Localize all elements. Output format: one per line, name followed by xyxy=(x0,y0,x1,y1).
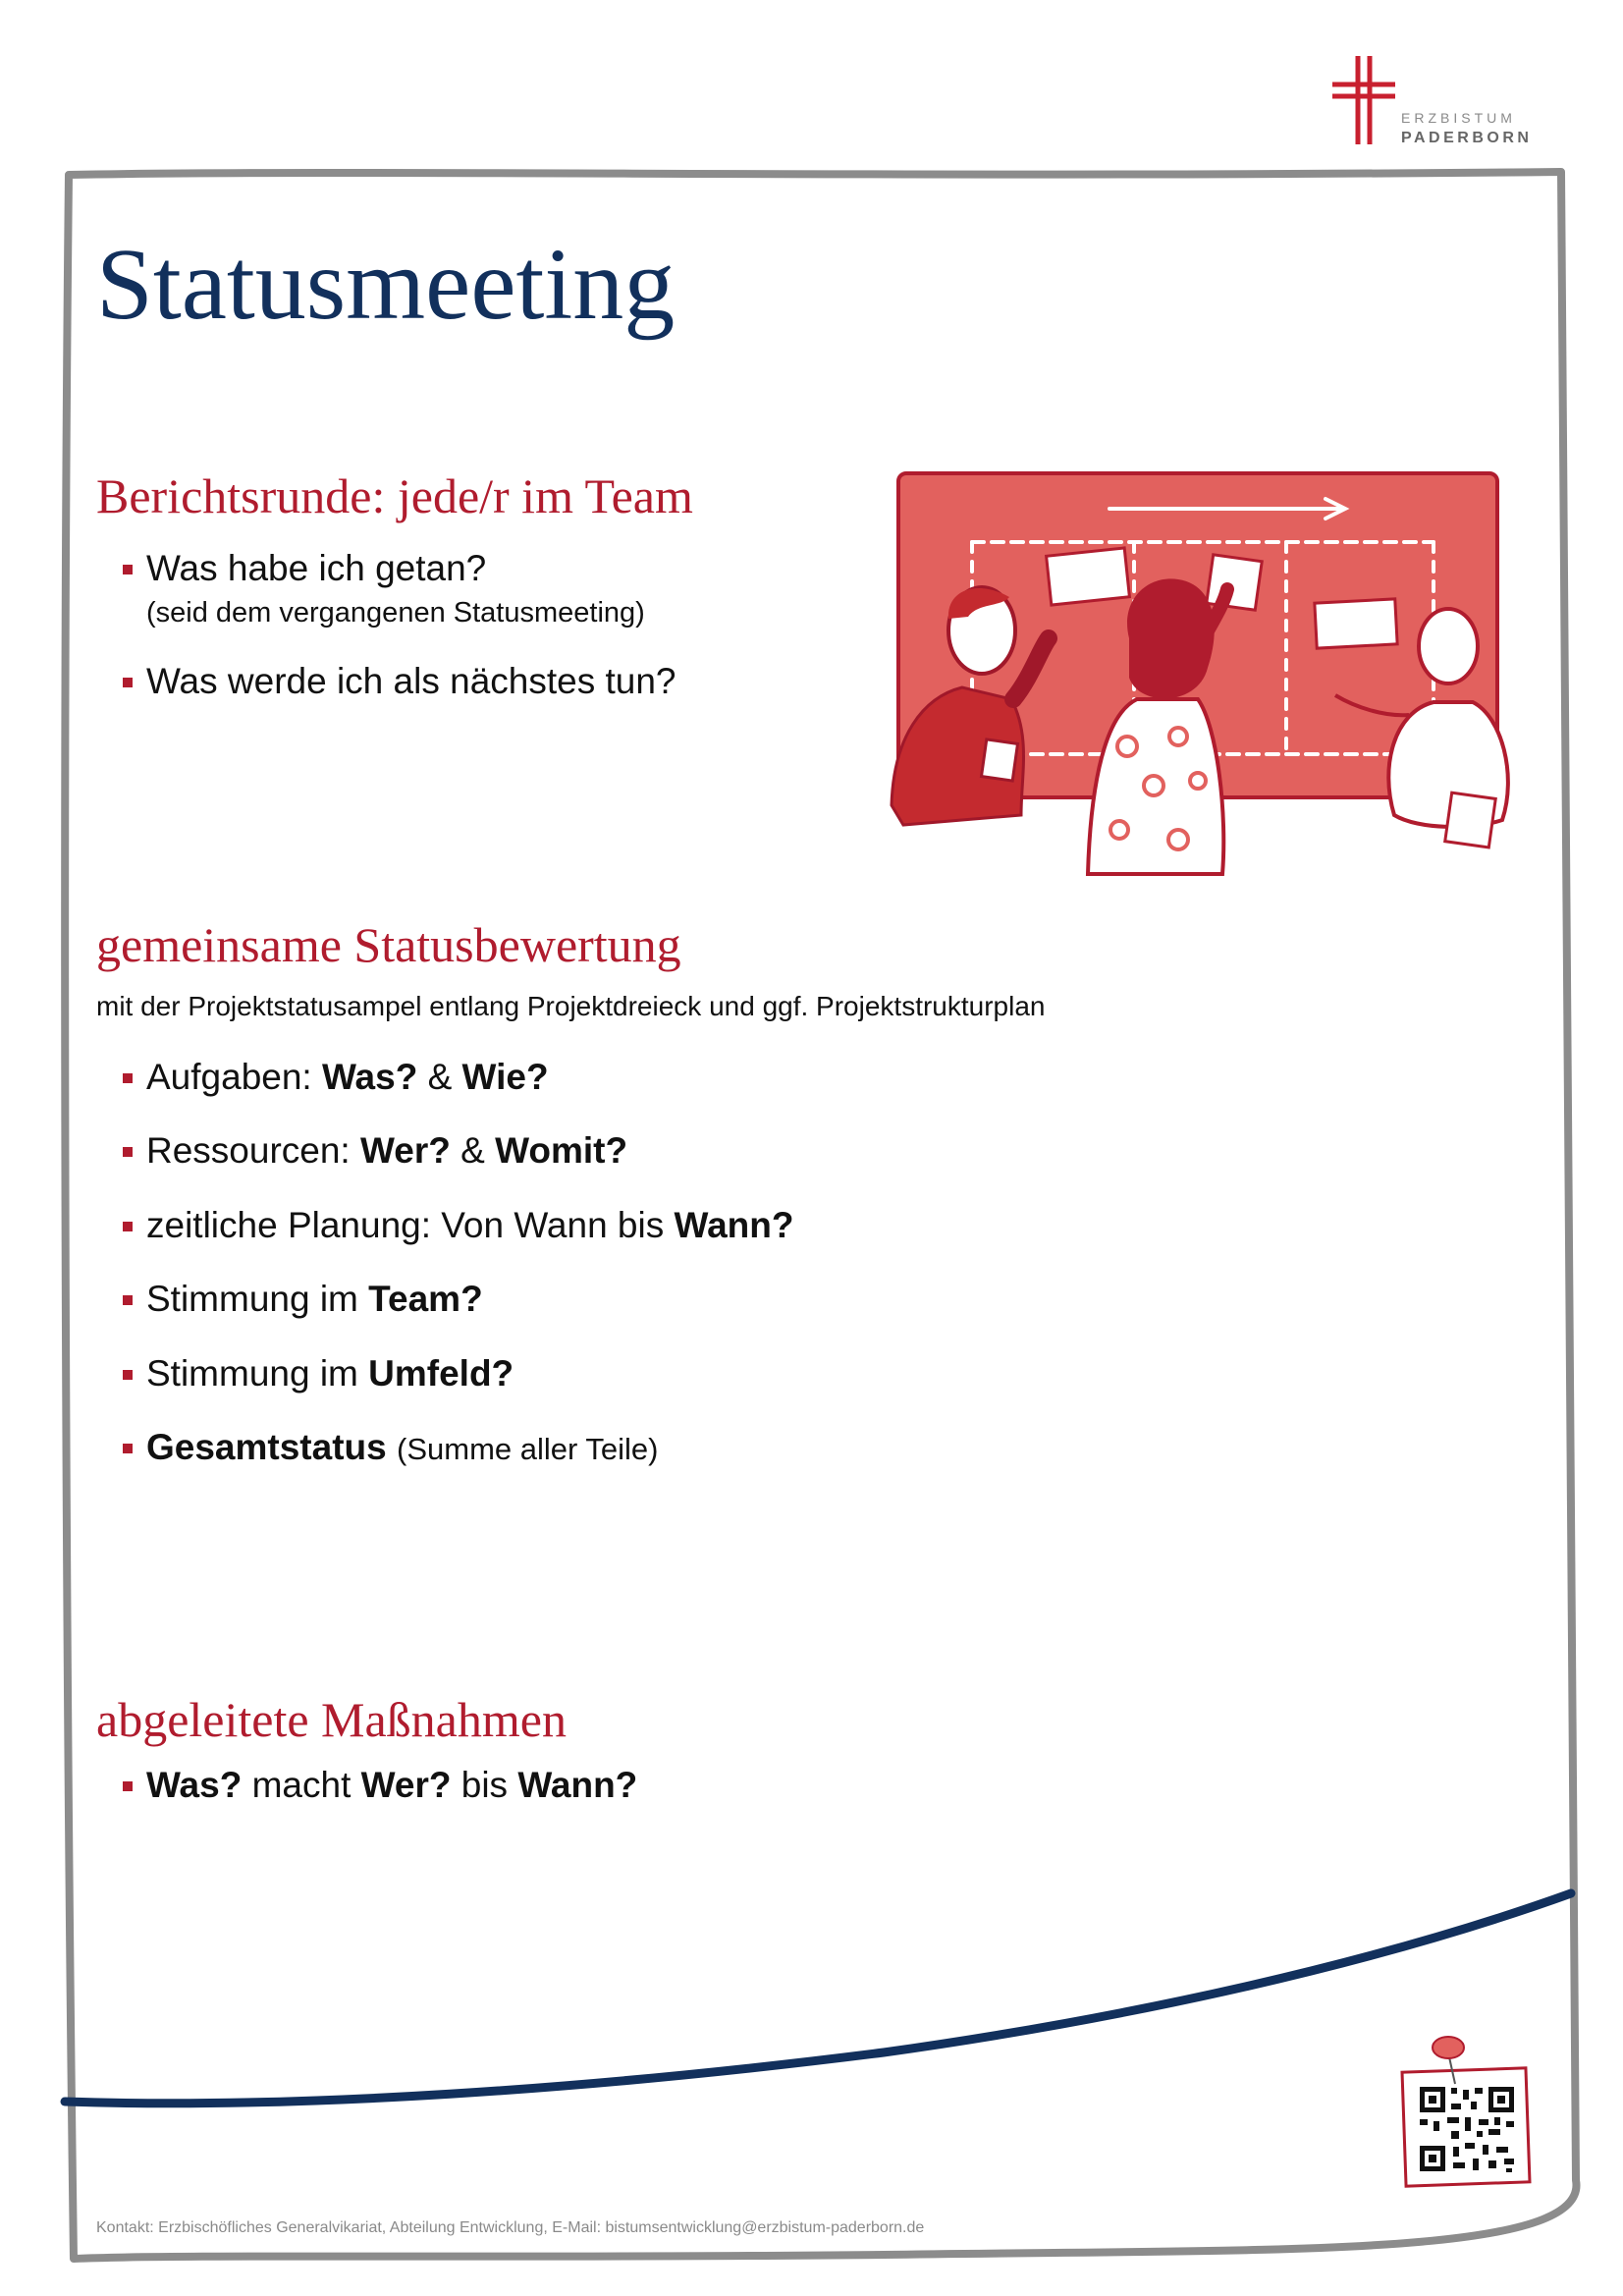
list-item xyxy=(123,660,676,703)
team-board-illustration xyxy=(884,442,1512,884)
logo xyxy=(1330,51,1556,159)
item-note: (seid dem vergangenen Statusmeeting) xyxy=(146,597,645,629)
qr-note[interactable] xyxy=(1394,2033,1542,2190)
statusbewertung-list xyxy=(123,1056,793,1469)
logo-line1: ERZBISTUM xyxy=(1401,110,1516,126)
pin-icon xyxy=(1433,2037,1464,2058)
item-text: Was werde ich als nächstes tun? xyxy=(146,661,676,702)
list-item: Was? macht Wer? bis Wann? xyxy=(123,1764,637,1807)
footer-contact: Kontakt: Erzbischöfliches Generalvikariat, Abteilung Entwicklung, E-Mail: bistumsentwicklung@erzbistum-paderborn.de xyxy=(96,2219,925,2236)
list-item: Aufgaben: Was? & Wie? xyxy=(123,1056,793,1099)
section-title-statusbewertung: gemeinsame Statusbewertung xyxy=(96,917,681,972)
progress-line xyxy=(65,1893,1571,2104)
section-title-berichtsrunde: Berichtsrunde: jede/r im Team xyxy=(96,468,693,523)
cross-logo-icon xyxy=(1330,51,1399,149)
logo-line2: PADERBORN xyxy=(1401,130,1533,146)
section-intro: mit der Projektstatusampel entlang Projektdreieck und ggf. Projektstrukturplan xyxy=(96,991,1046,1021)
list-item xyxy=(123,547,676,630)
list-item: zeitliche Planung: Von Wann bis Wann? xyxy=(123,1204,793,1247)
list-item: Stimmung im Team? xyxy=(123,1278,793,1321)
berichtsrunde-list xyxy=(123,547,676,704)
item-text: Was habe ich getan? xyxy=(146,548,487,588)
list-item: Gesamtstatus (Summe aller Teile) xyxy=(123,1426,793,1469)
section-title-massnahmen: abgeleitete Maßnahmen xyxy=(96,1692,567,1747)
page-title: Statusmeeting xyxy=(96,228,676,341)
list-item: Ressourcen: Wer? & Womit? xyxy=(123,1129,793,1173)
massnahmen-list xyxy=(123,1764,637,1807)
list-item: Stimmung im Umfeld? xyxy=(123,1352,793,1395)
